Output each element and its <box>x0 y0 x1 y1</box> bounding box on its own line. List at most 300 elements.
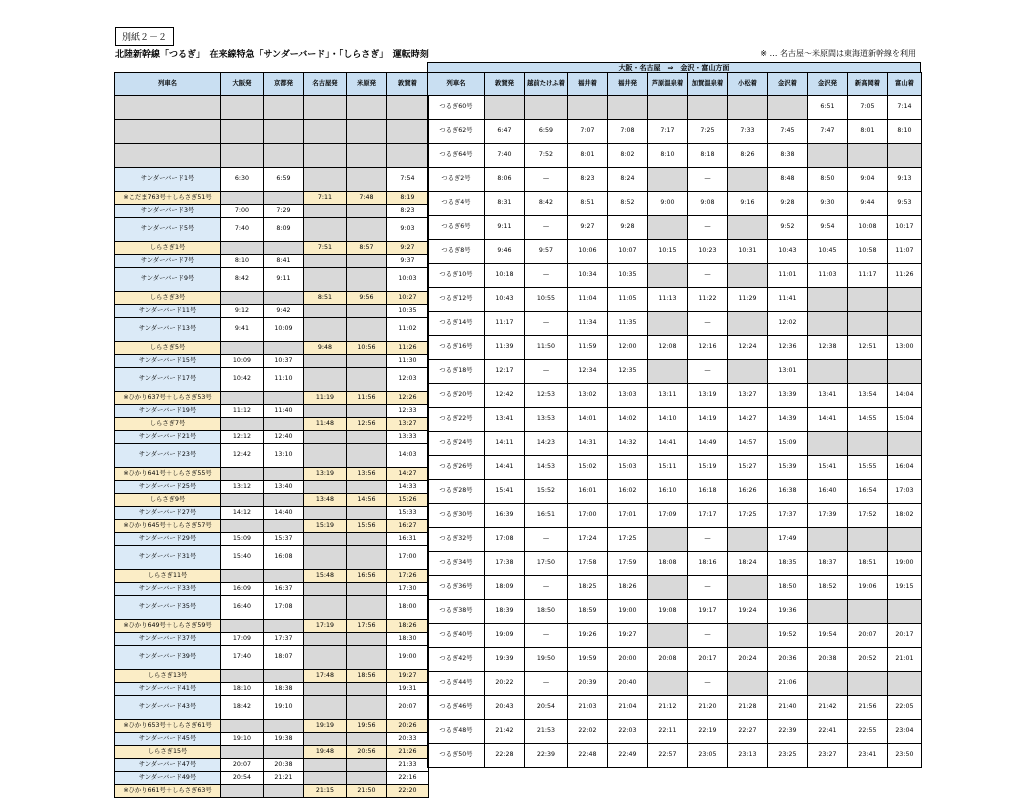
time-cell <box>347 368 387 392</box>
time-cell: 14:39 <box>768 408 808 432</box>
time-cell: 16:31 <box>387 533 429 546</box>
time-cell: 19:48 <box>304 746 347 759</box>
time-cell: — <box>525 360 568 384</box>
train-name: つるぎ36号 <box>428 576 485 600</box>
time-cell: 10:58 <box>848 240 888 264</box>
train-name: サンダーバード39号 <box>115 646 221 670</box>
time-cell: 9:11 <box>485 216 525 240</box>
time-cell: 10:43 <box>485 288 525 312</box>
time-cell: 8:42 <box>525 192 568 216</box>
time-cell: 9:44 <box>848 192 888 216</box>
time-cell: 16:38 <box>768 480 808 504</box>
train-name: つるぎ64号 <box>428 144 485 168</box>
time-cell: 22:02 <box>568 720 608 744</box>
time-cell: 18:10 <box>221 683 264 696</box>
time-cell <box>347 596 387 620</box>
table-row <box>115 785 429 798</box>
time-cell: 15:40 <box>221 546 264 570</box>
train-name: つるぎ60号 <box>428 96 485 120</box>
time-cell <box>808 288 848 312</box>
train-name: つるぎ8号 <box>428 240 485 264</box>
time-cell <box>304 633 347 646</box>
time-cell: 17:09 <box>648 504 688 528</box>
time-cell <box>347 120 387 144</box>
time-cell: 22:11 <box>648 720 688 744</box>
time-cell: 11:30 <box>387 355 429 368</box>
time-cell: 20:07 <box>221 759 264 772</box>
time-cell: 10:09 <box>221 355 264 368</box>
time-cell <box>347 633 387 646</box>
train-name <box>115 144 221 168</box>
column-header: 金沢発 <box>808 73 848 96</box>
time-cell <box>221 670 264 683</box>
column-header: 越前たけふ着 <box>525 73 568 96</box>
time-cell: 16:08 <box>264 546 304 570</box>
time-cell: 22:03 <box>608 720 648 744</box>
table-row <box>115 168 429 192</box>
table-row <box>428 408 922 432</box>
time-cell: 12:34 <box>568 360 608 384</box>
time-cell: 12:08 <box>648 336 688 360</box>
time-cell: 8:06 <box>485 168 525 192</box>
train-name: つるぎ20号 <box>428 384 485 408</box>
time-cell: 18:50 <box>525 600 568 624</box>
time-cell: 15:19 <box>304 520 347 533</box>
time-cell: 20:43 <box>485 696 525 720</box>
time-cell: 7:14 <box>888 96 922 120</box>
column-header: 福井着 <box>568 73 608 96</box>
train-name: つるぎ18号 <box>428 360 485 384</box>
time-cell <box>221 242 264 255</box>
time-cell: 17:09 <box>221 633 264 646</box>
time-cell: 9:52 <box>768 216 808 240</box>
table-row <box>115 120 429 144</box>
time-cell: 21:28 <box>728 696 768 720</box>
time-cell: 7:54 <box>387 168 429 192</box>
time-cell: 7:25 <box>688 120 728 144</box>
time-cell: 10:18 <box>485 264 525 288</box>
time-cell <box>808 312 848 336</box>
time-cell <box>728 216 768 240</box>
time-cell <box>304 96 347 120</box>
table-row <box>428 168 922 192</box>
train-name: ※ひかり641号＋しらさぎ55号 <box>115 468 221 481</box>
time-cell: 18:59 <box>568 600 608 624</box>
time-cell: 9:48 <box>304 342 347 355</box>
time-cell <box>347 431 387 444</box>
column-header: 京都発 <box>264 73 304 96</box>
time-cell: 8:48 <box>768 168 808 192</box>
train-name: ※ひかり637号＋しらさぎ53号 <box>115 392 221 405</box>
time-cell: 13:40 <box>264 481 304 494</box>
time-cell <box>728 312 768 336</box>
time-cell: 10:23 <box>688 240 728 264</box>
time-cell: 9:08 <box>688 192 728 216</box>
table-row <box>115 520 429 533</box>
time-cell <box>221 192 264 205</box>
time-cell: 18:52 <box>808 576 848 600</box>
time-cell: — <box>525 264 568 288</box>
time-cell: — <box>525 528 568 552</box>
table-row <box>115 431 429 444</box>
table-row <box>115 570 429 583</box>
time-cell: 11:26 <box>387 342 429 355</box>
time-cell <box>304 759 347 772</box>
table-row <box>115 305 429 318</box>
table-row <box>428 624 922 648</box>
time-cell <box>304 318 347 342</box>
time-cell: 19:10 <box>221 733 264 746</box>
time-cell: 17:37 <box>264 633 304 646</box>
time-cell: 17:26 <box>387 570 429 583</box>
time-cell <box>728 360 768 384</box>
time-cell: 14:04 <box>888 384 922 408</box>
time-cell: 7:51 <box>304 242 347 255</box>
train-name: つるぎ14号 <box>428 312 485 336</box>
time-cell: 21:01 <box>888 648 922 672</box>
time-cell: 12:38 <box>808 336 848 360</box>
train-name: つるぎ24号 <box>428 432 485 456</box>
time-cell <box>728 528 768 552</box>
table-row <box>115 733 429 746</box>
time-cell <box>848 144 888 168</box>
time-cell: 12:24 <box>728 336 768 360</box>
time-cell: 20:54 <box>221 772 264 785</box>
time-cell: 23:41 <box>848 744 888 768</box>
time-cell <box>808 360 848 384</box>
table-row <box>115 646 429 670</box>
time-cell: — <box>688 528 728 552</box>
train-name <box>115 120 221 144</box>
time-cell <box>304 405 347 418</box>
time-cell: 9:30 <box>808 192 848 216</box>
table-row <box>115 494 429 507</box>
time-cell: 19:50 <box>525 648 568 672</box>
column-header: 福井発 <box>608 73 648 96</box>
time-cell: 19:54 <box>808 624 848 648</box>
train-name: サンダーバード29号 <box>115 533 221 546</box>
time-cell: 12:17 <box>485 360 525 384</box>
time-cell <box>888 528 922 552</box>
train-name: しらさぎ9号 <box>115 494 221 507</box>
time-cell: 23:04 <box>888 720 922 744</box>
time-cell <box>264 720 304 733</box>
time-cell: 9:03 <box>387 218 429 242</box>
table-row <box>428 216 922 240</box>
time-cell: 17:39 <box>808 504 848 528</box>
time-cell: 20:07 <box>848 624 888 648</box>
time-cell: 14:27 <box>728 408 768 432</box>
time-cell: 22:55 <box>848 720 888 744</box>
table-row <box>428 96 922 120</box>
time-cell <box>608 96 648 120</box>
time-cell: 21:21 <box>264 772 304 785</box>
time-cell: 14:01 <box>568 408 608 432</box>
time-cell: — <box>525 672 568 696</box>
table-row <box>428 360 922 384</box>
time-cell <box>221 144 264 168</box>
time-cell: 9:41 <box>221 318 264 342</box>
time-cell <box>347 481 387 494</box>
time-cell: 9:16 <box>728 192 768 216</box>
time-cell <box>347 355 387 368</box>
table-row <box>115 205 429 218</box>
time-cell: 22:57 <box>648 744 688 768</box>
time-cell: 17:08 <box>264 596 304 620</box>
time-cell <box>648 360 688 384</box>
time-cell: 10:42 <box>221 368 264 392</box>
table-row <box>428 480 922 504</box>
table-row <box>428 192 922 216</box>
time-cell: 12:42 <box>485 384 525 408</box>
time-cell <box>347 444 387 468</box>
time-cell: 8:01 <box>568 144 608 168</box>
time-cell: — <box>688 360 728 384</box>
time-cell: 14:56 <box>347 494 387 507</box>
time-cell <box>347 144 387 168</box>
time-cell: 11:34 <box>568 312 608 336</box>
time-cell: 22:39 <box>525 744 568 768</box>
time-cell: 15:39 <box>768 456 808 480</box>
time-cell: 8:38 <box>768 144 808 168</box>
time-cell: 10:06 <box>568 240 608 264</box>
time-cell: 22:41 <box>808 720 848 744</box>
time-cell: 9:53 <box>888 192 922 216</box>
time-cell <box>347 733 387 746</box>
time-cell: 13:27 <box>387 418 429 431</box>
time-cell: 8:23 <box>387 205 429 218</box>
time-cell: 19:52 <box>768 624 808 648</box>
time-cell: 21:33 <box>387 759 429 772</box>
table-row <box>428 600 922 624</box>
time-cell: — <box>688 216 728 240</box>
time-cell: 23:27 <box>808 744 848 768</box>
time-cell <box>347 646 387 670</box>
time-cell: 8:10 <box>888 120 922 144</box>
train-name: つるぎ50号 <box>428 744 485 768</box>
time-cell: 9:46 <box>485 240 525 264</box>
time-cell: 11:03 <box>808 264 848 288</box>
time-cell <box>264 292 304 305</box>
time-cell: 18:35 <box>768 552 808 576</box>
time-cell <box>848 672 888 696</box>
time-cell <box>264 468 304 481</box>
train-name: サンダーバード9号 <box>115 268 221 292</box>
time-cell: 22:39 <box>768 720 808 744</box>
time-cell: 8:52 <box>608 192 648 216</box>
time-cell: 17:03 <box>888 480 922 504</box>
table-row <box>115 620 429 633</box>
time-cell: 16:56 <box>347 570 387 583</box>
time-cell <box>648 96 688 120</box>
train-name: サンダーバード3号 <box>115 205 221 218</box>
table-row <box>115 696 429 720</box>
time-cell: 10:15 <box>648 240 688 264</box>
train-name: サンダーバード27号 <box>115 507 221 520</box>
time-cell: 13:12 <box>221 481 264 494</box>
time-cell: 18:00 <box>387 596 429 620</box>
time-cell: 13:56 <box>347 468 387 481</box>
time-cell: 16:40 <box>221 596 264 620</box>
time-cell: 19:08 <box>648 600 688 624</box>
time-cell: 18:37 <box>808 552 848 576</box>
column-header: 新高岡着 <box>848 73 888 96</box>
time-cell: 18:26 <box>608 576 648 600</box>
table-row <box>115 583 429 596</box>
time-cell: — <box>688 168 728 192</box>
time-cell: 7:40 <box>221 218 264 242</box>
train-name: サンダーバード17号 <box>115 368 221 392</box>
time-cell: 15:56 <box>347 520 387 533</box>
time-cell <box>264 242 304 255</box>
time-cell: 18:16 <box>688 552 728 576</box>
time-cell: 18:38 <box>264 683 304 696</box>
time-cell: 6:30 <box>221 168 264 192</box>
time-cell: 17:19 <box>304 620 347 633</box>
time-cell: 17:38 <box>485 552 525 576</box>
time-cell <box>304 583 347 596</box>
time-cell: 15:41 <box>485 480 525 504</box>
time-cell <box>648 576 688 600</box>
time-cell: 20:00 <box>608 648 648 672</box>
time-cell <box>648 312 688 336</box>
time-cell: 20:54 <box>525 696 568 720</box>
time-cell: 19:26 <box>568 624 608 648</box>
time-cell: 9:28 <box>768 192 808 216</box>
table-row <box>428 648 922 672</box>
time-cell: 20:52 <box>848 648 888 672</box>
time-cell: 12:35 <box>608 360 648 384</box>
time-cell <box>648 672 688 696</box>
time-cell: 16:27 <box>387 520 429 533</box>
time-cell <box>688 96 728 120</box>
time-cell: 18:42 <box>221 696 264 720</box>
time-cell <box>848 312 888 336</box>
time-cell: 15:02 <box>568 456 608 480</box>
time-cell: 9:27 <box>568 216 608 240</box>
time-cell: 19:19 <box>304 720 347 733</box>
time-cell: 14:33 <box>387 481 429 494</box>
time-cell <box>525 96 568 120</box>
time-cell: 15:26 <box>387 494 429 507</box>
time-cell: 11:05 <box>608 288 648 312</box>
train-name: つるぎ44号 <box>428 672 485 696</box>
time-cell: 15:33 <box>387 507 429 520</box>
table-row <box>428 696 922 720</box>
time-cell: 7:17 <box>648 120 688 144</box>
table-row <box>115 746 429 759</box>
connecting-trains-table <box>114 72 429 798</box>
time-cell: 14:41 <box>808 408 848 432</box>
time-cell: 21:42 <box>485 720 525 744</box>
time-cell: 20:08 <box>648 648 688 672</box>
time-cell: 16:54 <box>848 480 888 504</box>
time-cell: 20:26 <box>387 720 429 733</box>
time-cell <box>221 292 264 305</box>
time-cell: 12:02 <box>768 312 808 336</box>
train-name: サンダーバード1号 <box>115 168 221 192</box>
time-cell <box>264 392 304 405</box>
time-cell: 8:42 <box>221 268 264 292</box>
time-cell: 17:52 <box>848 504 888 528</box>
table-row <box>115 218 429 242</box>
column-header: 敦賀着 <box>387 73 429 96</box>
time-cell <box>304 218 347 242</box>
time-cell: 17:24 <box>568 528 608 552</box>
time-cell: 10:43 <box>768 240 808 264</box>
time-cell: 20:07 <box>387 696 429 720</box>
train-name: ※こだま763号＋しらさぎ51号 <box>115 192 221 205</box>
time-cell: 19:15 <box>888 576 922 600</box>
train-name: しらさぎ3号 <box>115 292 221 305</box>
train-name: つるぎ10号 <box>428 264 485 288</box>
time-cell <box>221 392 264 405</box>
time-cell: 20:33 <box>387 733 429 746</box>
time-cell <box>387 120 429 144</box>
table-row <box>115 418 429 431</box>
time-cell: 14:40 <box>264 507 304 520</box>
footnote: ※ … 名古屋～米原間は東海道新幹線を利用 <box>760 49 916 58</box>
train-name: サンダーバード43号 <box>115 696 221 720</box>
time-cell: 13:48 <box>304 494 347 507</box>
time-cell: 19:06 <box>848 576 888 600</box>
time-cell: 14:10 <box>648 408 688 432</box>
time-cell: 7:11 <box>304 192 347 205</box>
time-cell: 14:41 <box>648 432 688 456</box>
time-cell: 17:01 <box>608 504 648 528</box>
time-cell: 17:56 <box>347 620 387 633</box>
time-cell: 18:50 <box>768 576 808 600</box>
time-cell <box>347 772 387 785</box>
time-cell <box>221 468 264 481</box>
time-cell: 11:40 <box>264 405 304 418</box>
time-cell: 10:31 <box>728 240 768 264</box>
column-header: 大阪発 <box>221 73 264 96</box>
time-cell: 17:30 <box>387 583 429 596</box>
time-cell: 20:40 <box>608 672 648 696</box>
time-cell: 11:17 <box>848 264 888 288</box>
time-cell <box>347 583 387 596</box>
time-cell <box>304 444 347 468</box>
table-row <box>115 468 429 481</box>
time-cell: 14:02 <box>608 408 648 432</box>
time-cell: 11:26 <box>888 264 922 288</box>
time-cell: 16:04 <box>888 456 922 480</box>
table-row <box>115 772 429 785</box>
time-cell: 21:40 <box>768 696 808 720</box>
time-cell: 14:41 <box>485 456 525 480</box>
train-name: サンダーバード19号 <box>115 405 221 418</box>
time-cell: 13:27 <box>728 384 768 408</box>
train-name: サンダーバード21号 <box>115 431 221 444</box>
table-row <box>115 507 429 520</box>
time-cell: 6:51 <box>808 96 848 120</box>
table-row <box>428 552 922 576</box>
train-name: つるぎ48号 <box>428 720 485 744</box>
time-cell: 7:07 <box>568 120 608 144</box>
time-cell: 10:35 <box>387 305 429 318</box>
time-cell: 11:02 <box>387 318 429 342</box>
time-cell: 23:50 <box>888 744 922 768</box>
train-name: サンダーバード33号 <box>115 583 221 596</box>
time-cell: 14:53 <box>525 456 568 480</box>
time-cell: 22:27 <box>728 720 768 744</box>
train-name: ※ひかり661号＋しらさぎ63号 <box>115 785 221 798</box>
time-cell <box>347 305 387 318</box>
time-cell <box>304 683 347 696</box>
time-cell <box>221 720 264 733</box>
table-row <box>428 504 922 528</box>
